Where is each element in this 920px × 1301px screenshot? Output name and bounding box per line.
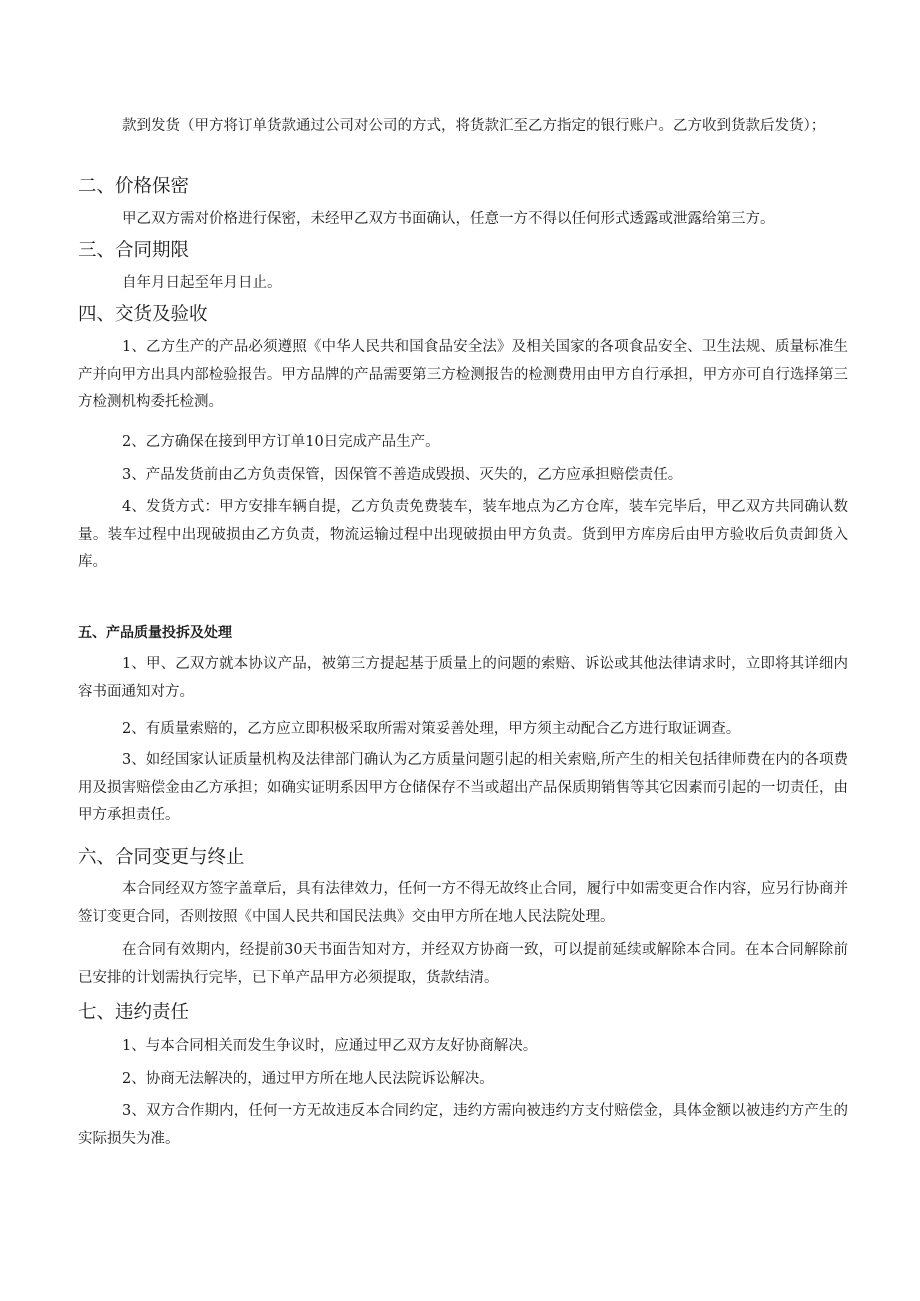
section-6-heading: 六、合同变更与终止: [78, 847, 245, 868]
section-4-item-4: 4、发货方式：甲方安排车辆自提，乙方负责免费装车，装车地点为乙方仓库，装车完毕后，甲乙双方共同确认数量。装车过程中出现破损由乙方负责，物流运输过程中出现破损由甲方负责。货到甲方库房后由甲方验收后负责卸货入库。: [78, 499, 848, 570]
section-5-item-3: 3、如经国家认证质量机构及法律部门确认为乙方质量问题引起的相关索赔,所产生的相关包括律师费在内的各项费用及损害赔偿金由乙方承担；如确实证明系因甲方仓储保存不当或超出产品保质期销售等其它因素而引起的一切责任，由甲方承担责任。: [78, 752, 848, 823]
intro-paragraph: 款到发货（甲方将订单货款通过公司对公司的方式，将货款汇至乙方指定的银行账户。乙方收到货款后发货）；: [122, 118, 826, 134]
section-7-item-1: 1、与本合同相关而发生争议时，应通过甲乙双方友好协商解决。: [122, 1038, 538, 1054]
section-4-item-2: 2、乙方确保在接到甲方订单10日完成产品生产。: [122, 434, 440, 450]
section-3-heading: 三、合同期限: [78, 240, 190, 261]
section-5-item-2: 2、有质量索赔的，乙方应立即积极采取所需对策妥善处理，甲方须主动配合乙方进行取证调查。: [122, 721, 741, 737]
section-3-paragraph: 自年月日起至年月日止。: [122, 275, 282, 291]
section-2-heading: 二、价格保密: [78, 176, 190, 197]
section-7-item-3: 3、双方合作期内，任何一方无故违反本合同约定，违约方需向被违约方支付赔偿金，具体金额以被违约方产生的实际损失为准。: [78, 1103, 848, 1147]
section-4-heading: 四、交货及验收: [78, 304, 208, 325]
section-2-paragraph: 甲乙双方需对价格进行保密，未经甲乙双方书面确认，任意一方不得以任何形式透露或泄露给第三方。: [122, 211, 775, 227]
section-4-item-1: 1、乙方生产的产品必须遵照《中华人民共和国食品安全法》及相关国家的各项食品安全、卫生法规、质量标准生产并向甲方出具内部检验报告。甲方品牌的产品需要第三方检测报告的检测费用由甲方自行承担，甲方亦可自行选择第三方检测机构委托检测。: [78, 339, 848, 410]
section-7-item-2: 2、协商无法解决的，通过甲方所在地人民法院诉讼解决。: [122, 1071, 494, 1087]
section-5-item-1: 1、甲、乙双方就本协议产品，被第三方提起基于质量上的问题的索赔、诉讼或其他法律请求时，立即将其详细内容书面通知对方。: [78, 656, 848, 700]
section-7-heading: 七、违约责任: [78, 1002, 190, 1023]
section-6-paragraph-1: 本合同经双方签字盖章后，具有法律效力，任何一方不得无故终止合同，履行中如需变更合作内容，应另行协商并签订变更合同，否则按照《中国人民共和国民法典》交由甲方所在地人民法院处理。: [78, 881, 848, 925]
section-6-paragraph-2: 在合同有效期内，经提前30天书面告知对方，并经双方协商一致，可以提前延续或解除本合同。在本合同解除前已安排的计划需执行完毕，已下单产品甲方必须提取，货款结清。: [78, 942, 848, 986]
section-4-item-3: 3、产品发货前由乙方负责保管，因保管不善造成毁损、灭失的，乙方应承担赔偿责任。: [122, 467, 683, 483]
section-5-heading: 五、产品质量投拆及处理: [78, 625, 232, 641]
